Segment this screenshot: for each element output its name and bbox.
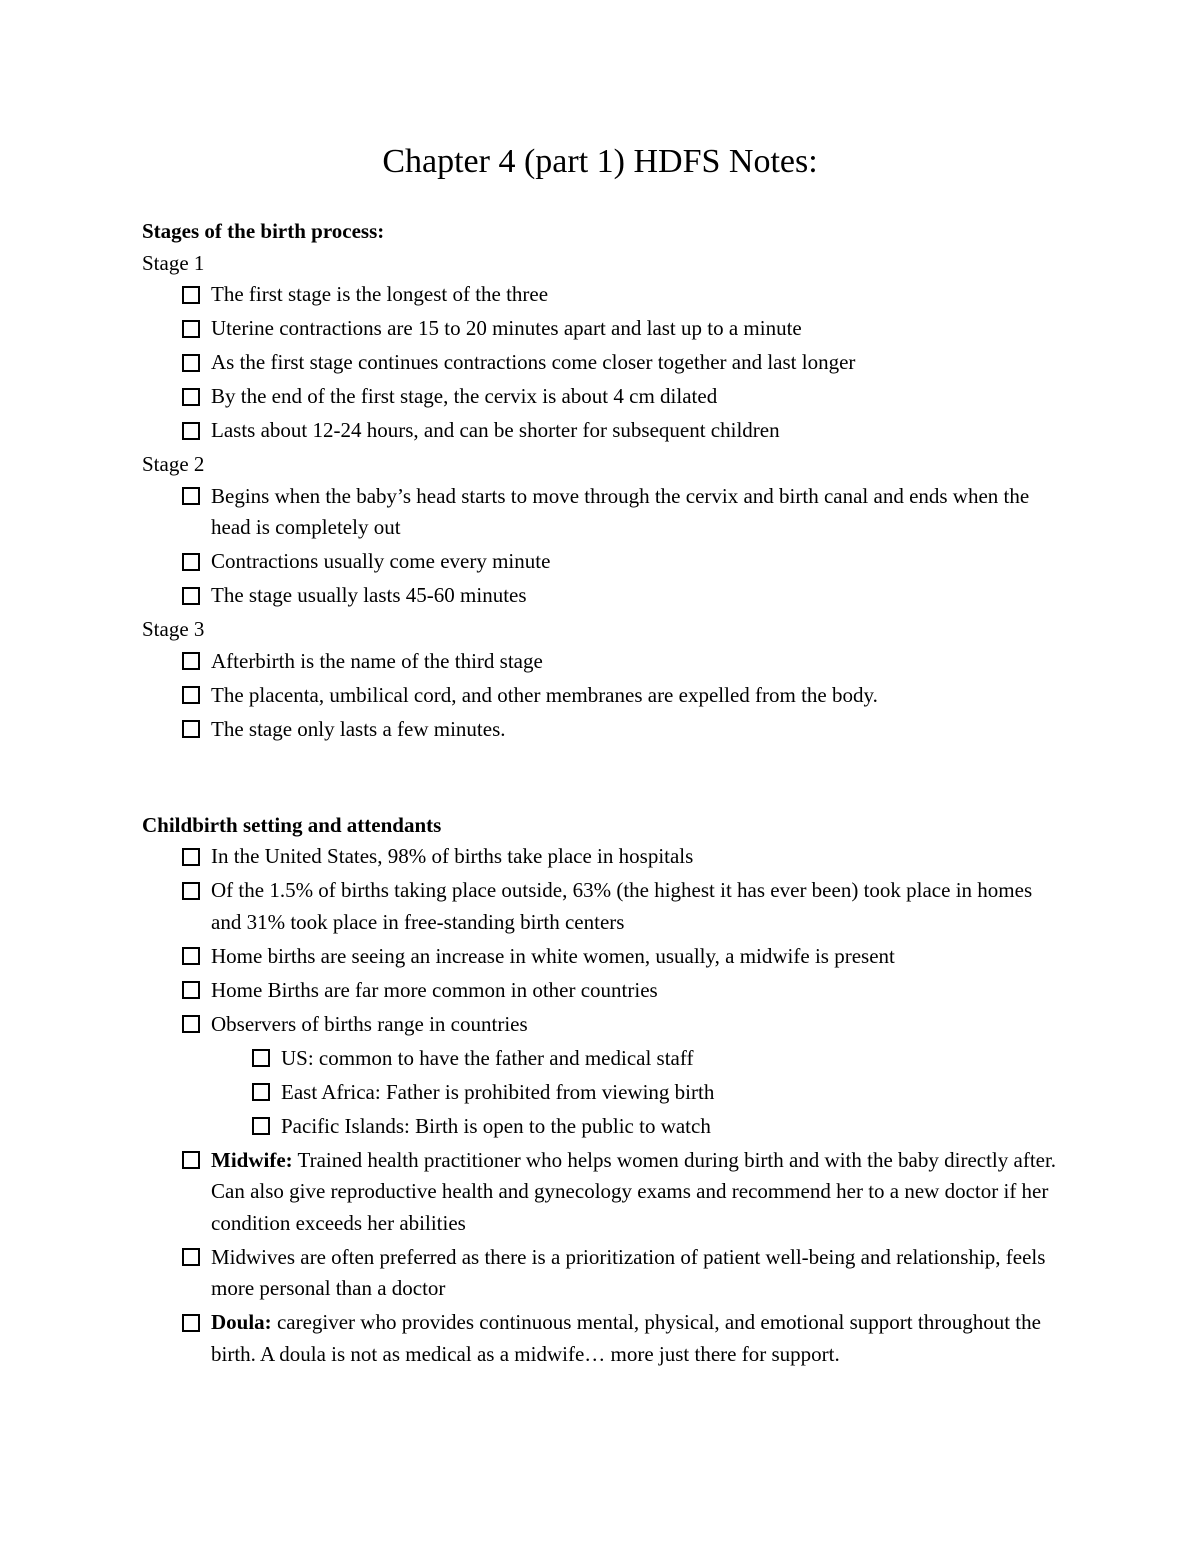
item-text: Afterbirth is the name of the third stage xyxy=(211,648,543,673)
term-midwife: Midwife: xyxy=(211,1147,293,1172)
checkbox-icon xyxy=(182,354,200,372)
checkbox-icon xyxy=(252,1117,270,1135)
item-text: In the United States, 98% of births take place in hospitals xyxy=(211,844,694,868)
section-spacer xyxy=(142,748,1062,810)
item-text: As the first stage continues contractions come closer together and last longer xyxy=(211,350,856,374)
checkbox-icon xyxy=(182,1248,200,1266)
checklist-item xyxy=(142,646,1062,678)
checklist-item xyxy=(142,875,1062,938)
checkbox-icon xyxy=(182,487,200,505)
item-text: US: common to have the father and medical staff xyxy=(281,1045,694,1070)
term-doula: Doula: xyxy=(211,1310,272,1334)
item-text: East Africa: Father is prohibited from viewing birth xyxy=(281,1079,715,1104)
item-text: Uterine contractions are 15 to 20 minutes apart and last up to a minute xyxy=(211,316,802,340)
checklist-item xyxy=(142,580,1062,612)
stage-label: Stage 3 xyxy=(142,617,205,641)
section-heading-stages: Stages of the birth process: xyxy=(142,219,385,243)
checklist-item xyxy=(142,1009,1062,1041)
checkbox-icon xyxy=(182,882,200,900)
checklist-item xyxy=(142,941,1062,973)
checkbox-icon xyxy=(182,1314,200,1332)
item-text: Home births are seeing an increase in white women, usually, a midwife is present xyxy=(211,943,895,968)
item-text: Begins when the baby’s head starts to move through the cervix and birth canal and ends when the head is completely out xyxy=(211,483,1030,539)
checklist-item-doula xyxy=(142,1307,1062,1370)
section-heading-setting: Childbirth setting and attendants xyxy=(142,812,442,837)
checkbox-icon xyxy=(182,1015,200,1033)
checklist-item xyxy=(142,279,1062,311)
checkbox-icon xyxy=(182,1151,200,1169)
checklist-item xyxy=(142,714,1062,746)
checkbox-icon xyxy=(182,947,200,965)
item-text: Contractions usually come every minute xyxy=(211,549,551,573)
item-text: The stage usually lasts 45-60 minutes xyxy=(211,583,527,607)
item-text: The first stage is the longest of the three xyxy=(211,282,549,306)
item-text: Pacific Islands: Birth is open to the public to watch xyxy=(281,1113,711,1138)
checklist-item-midwife xyxy=(142,1145,1062,1240)
checklist-item xyxy=(142,975,1062,1007)
checklist-item xyxy=(142,680,1062,712)
item-text: caregiver who provides continuous mental, physical, and emotional support throughout the birth. A doula is not as medical as a midwife… more just there for support. xyxy=(211,1310,1041,1366)
sub-checklist-item xyxy=(142,1111,1062,1143)
item-text: Home Births are far more common in other countries xyxy=(211,977,658,1002)
item-text: Observers of births range in countries xyxy=(211,1011,528,1036)
sub-checklist-item xyxy=(142,1043,1062,1075)
document-body xyxy=(142,216,1062,1373)
checkbox-icon xyxy=(182,286,200,304)
checkbox-icon xyxy=(252,1049,270,1067)
item-text: Midwives are often preferred as there is a prioritization of patient well-being and relationship, feels more personal than a doctor xyxy=(211,1244,1046,1300)
checkbox-icon xyxy=(182,388,200,406)
page-title: Chapter 4 (part 1) HDFS Notes: xyxy=(382,143,818,180)
stage-label: Stage 2 xyxy=(142,452,205,476)
checklist-item xyxy=(142,546,1062,578)
checklist-item xyxy=(142,313,1062,345)
sub-checklist-item xyxy=(142,1077,1062,1109)
item-text: The stage only lasts a few minutes. xyxy=(211,716,506,741)
checkbox-icon xyxy=(182,320,200,338)
checklist-item xyxy=(142,841,1062,873)
item-text: Trained health practitioner who helps women during birth and with the baby directly after. Can also give reproductive health and gynecology exams and recommend her to a new doctor if her condition exceeds her abilities xyxy=(211,1147,1057,1235)
checkbox-icon xyxy=(182,848,200,866)
checklist-item xyxy=(142,347,1062,379)
checklist-item xyxy=(142,481,1062,544)
checkbox-icon xyxy=(182,587,200,605)
checkbox-icon xyxy=(252,1083,270,1101)
checkbox-icon xyxy=(182,422,200,440)
checkbox-icon xyxy=(182,981,200,999)
checkbox-icon xyxy=(182,553,200,571)
stage-label: Stage 1 xyxy=(142,250,205,275)
item-text: Of the 1.5% of births taking place outside, 63% (the highest it has ever been) took place in homes and 31% took place in free-standing birth centers xyxy=(211,878,1033,934)
item-text: By the end of the first stage, the cervix is about 4 cm dilated xyxy=(211,384,718,408)
checkbox-icon xyxy=(182,686,200,704)
checkbox-icon xyxy=(182,652,200,670)
checklist-item xyxy=(142,415,1062,447)
item-text: The placenta, umbilical cord, and other membranes are expelled from the body. xyxy=(211,682,878,707)
item-text: Lasts about 12-24 hours, and can be shorter for subsequent children xyxy=(211,418,780,442)
checkbox-icon xyxy=(182,720,200,738)
checklist-item xyxy=(142,1242,1062,1305)
checklist-item xyxy=(142,381,1062,413)
